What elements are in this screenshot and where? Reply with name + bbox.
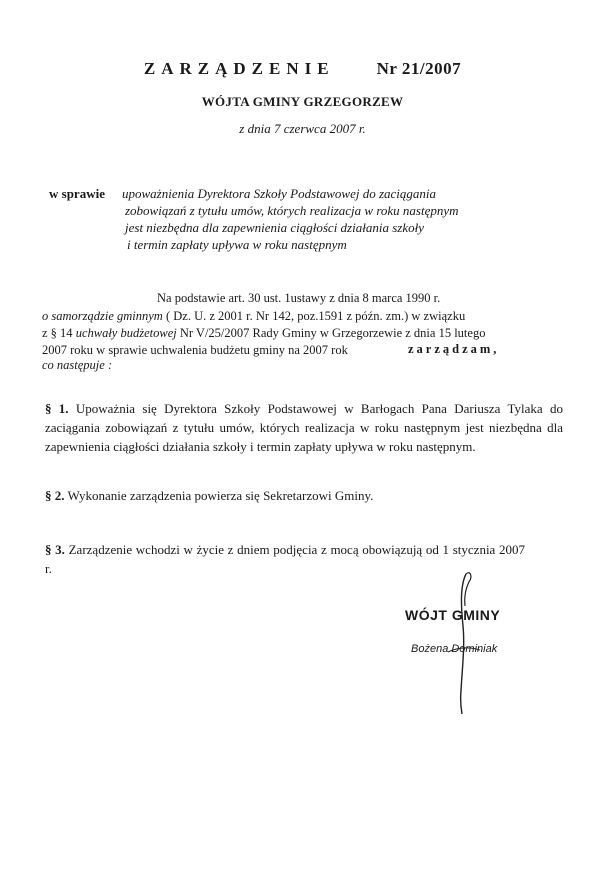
basis-act-ref: ( Dz. U. z 2001 r. Nr 142, poz.1591 z późn. zm.) w związku [162,309,466,323]
basis-resolution-name: uchwały budżetowej [75,326,177,340]
title-word: ZARZĄDZENIE [143,59,335,78]
basis-line-3 [42,326,485,341]
basis-line-2 [42,309,465,324]
subject-line-1: upoważnienia Dyrektora Szkoły Podstawowej do zaciągania [122,186,437,201]
section-1 [45,399,563,456]
title-number: Nr 21/2007 [376,59,462,78]
subject-line-2: zobowiązań z tytułu umów, których realizacja w roku następnym [125,203,459,218]
subject-label: w sprawie [49,186,105,201]
basis-line-4 [42,343,348,358]
basis-line-3-start: z § 14 [42,326,76,340]
signature-name: Bożena Dominiak [411,643,498,655]
section-2-text: Wykonanie zarządzenia powierza się Sekretarzowi Gminy. [64,488,374,503]
section-1-text: Upoważnia się Dyrektora Szkoły Podstawowej w Barłogach Pana Dariusza Tylaka do zaciągania zobowiązań z tytułu umów, których realizacja w roku następnym jest niezbędna dla zapewnienia ciągłości działania szkoły i termin zapłaty upływa w roku następnym. [45,401,563,454]
section-2 [45,486,563,505]
date-line: z dnia 7 czerwca 2007 r. [239,121,366,136]
basis-line-5: co następuje : [42,358,113,372]
section-3-mark: § 3. [45,542,65,557]
handwritten-signature [430,566,490,716]
basis-line-4-text: 2007 roku w sprawie uchwalenia budżetu gminy na 2007 rok [42,343,348,357]
basis-act-name: o samorządzie gminnym [42,309,163,323]
section-1-mark: § 1. [45,401,69,416]
basis-line-1: Na podstawie art. 30 ust. 1ustawy z dnia 8 marca 1990 r. [157,291,441,305]
document-title [0,59,605,79]
signature-title: WÓJT GMINY [405,607,501,623]
section-2-mark: § 2. [45,488,65,503]
subject-line-4: i termin zapłaty upływa w roku następnym [127,237,347,252]
basis-decree-word: zarządzam, [408,342,500,356]
issuer-line: WÓJTA GMINY GRZEGORZEW [201,94,404,109]
subject-line-3: jest niezbędna dla zapewnienia ciągłości działania szkoły [125,220,424,235]
basis-line-3-end: Nr V/25/2007 Rady Gminy w Grzegorzewie z dnia 15 lutego [176,326,486,340]
section-3-text: Zarządzenie wchodzi w życie z dniem podjęcia z mocą obowiązują od 1 stycznia 2007 r. [45,542,526,576]
